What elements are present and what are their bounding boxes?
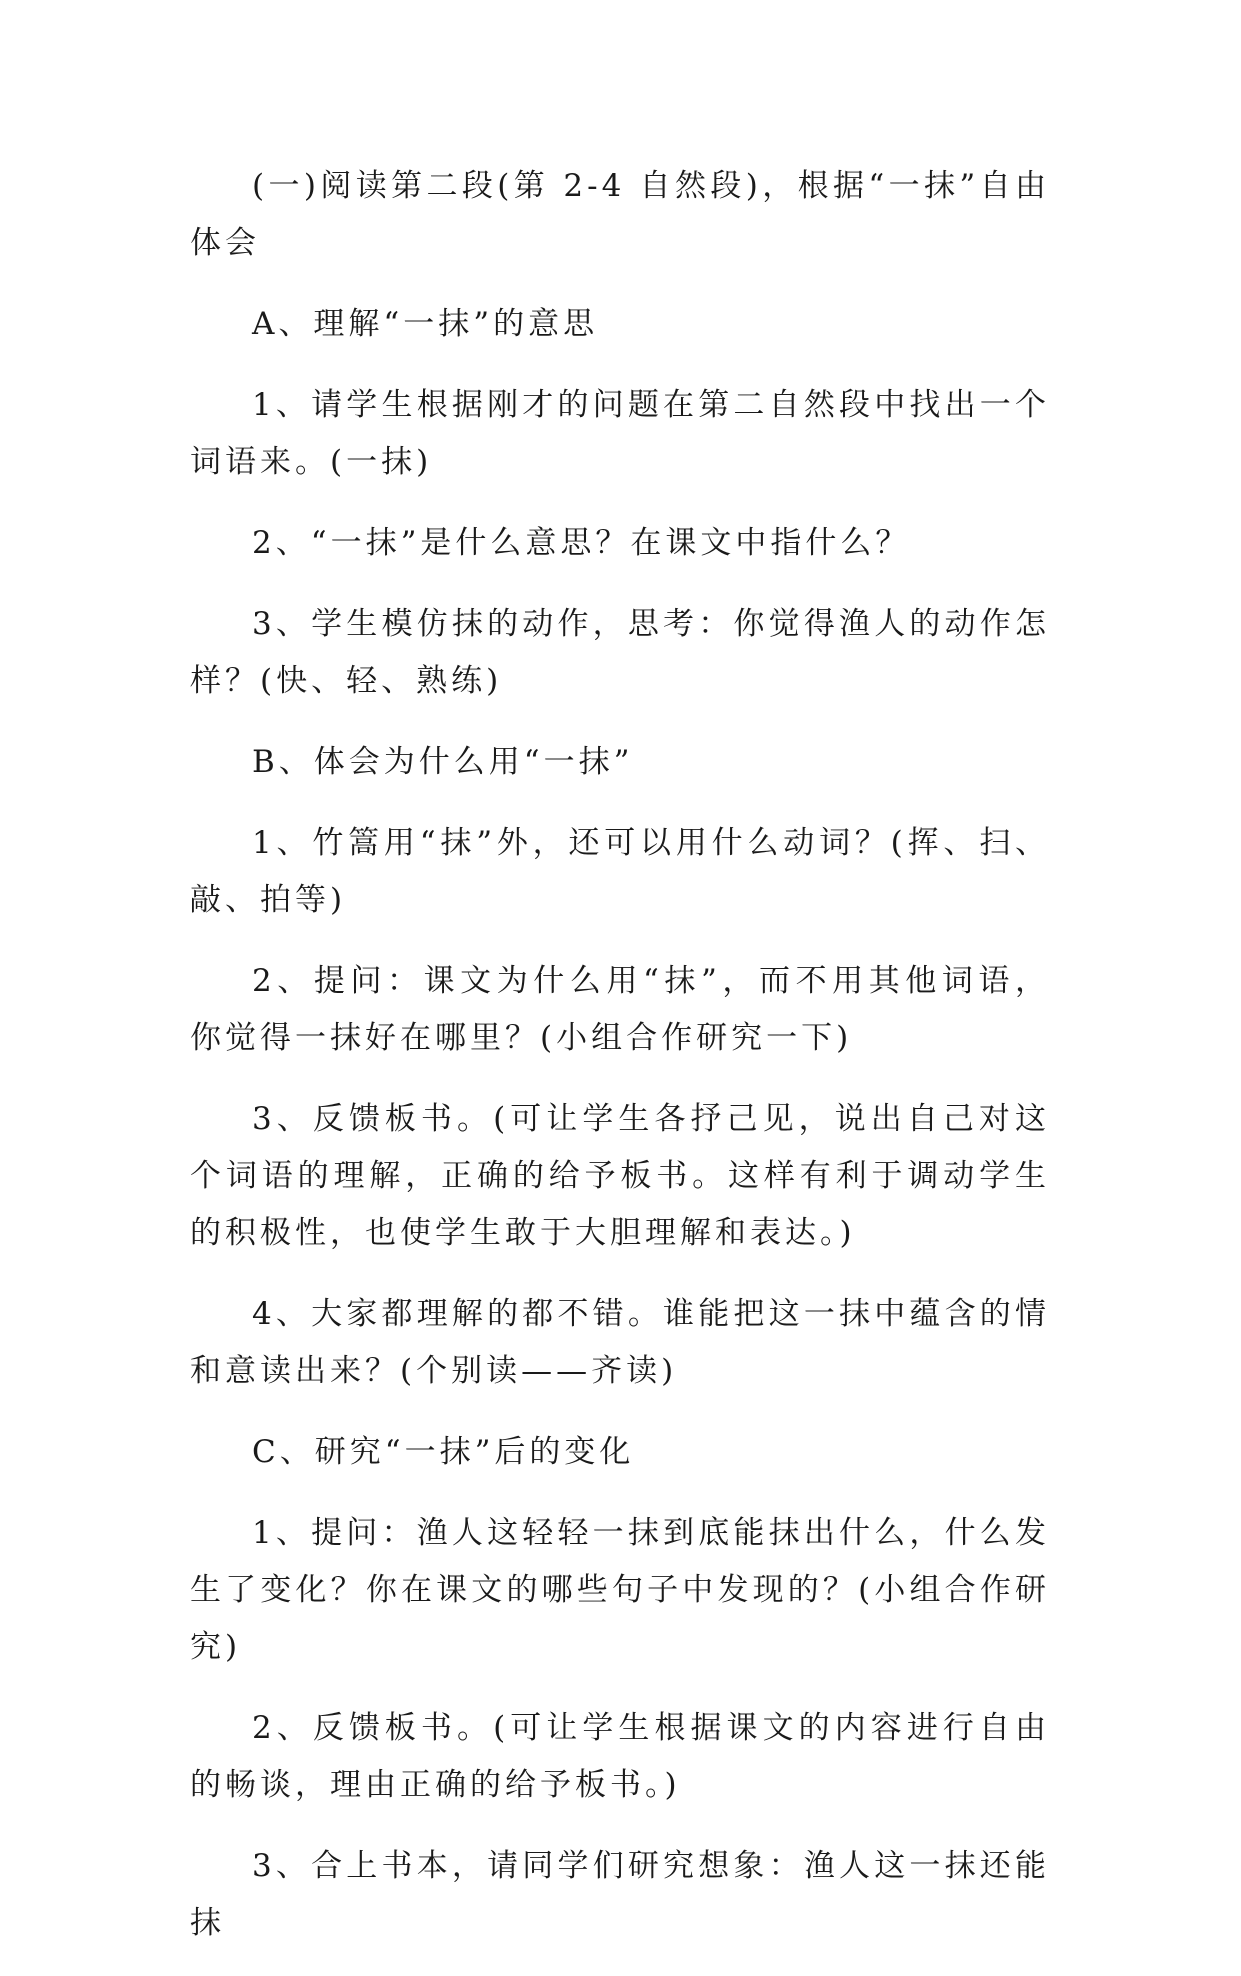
paragraph: 3、反馈板书。(可让学生各抒己见，说出自己对这个词语的理解，正确的给予板书。这样有利于调动学生的积极性，也使学生敢于大胆理解和表达。) <box>190 1101 1050 1251</box>
paragraph: 3、合上书本，请同学们研究想象：渔人这一抹还能抹 <box>190 1848 1050 1941</box>
paragraph: 2、“一抹”是什么意思？在课文中指什么？ <box>252 525 911 561</box>
paragraph: 1、提问：渔人这轻轻一抹到底能抹出什么，什么发生了变化？你在课文的哪些句子中发现的？(小组合作研究) <box>190 1515 1050 1665</box>
document-page <box>190 158 1050 1976</box>
subsection-heading-a: A、理解“一抹”的意思 <box>252 306 599 342</box>
section-heading: (一)阅读第二段(第 2-4 自然段)，根据“一抹”自由体会 <box>190 168 1050 261</box>
paragraph: 2、反馈板书。(可让学生根据课文的内容进行自由的畅谈，理由正确的给予板书。) <box>190 1710 1050 1803</box>
paragraph: 1、竹篙用“抹”外，还可以用什么动词？(挥、扫、敲、拍等) <box>190 825 1050 918</box>
paragraph: 1、请学生根据刚才的问题在第二自然段中找出一个词语来。(一抹) <box>190 387 1050 480</box>
subsection-heading-b: B、体会为什么用“一抹” <box>252 744 634 780</box>
paragraph: 3、学生模仿抹的动作，思考：你觉得渔人的动作怎样？(快、轻、熟练) <box>190 606 1050 699</box>
paragraph: 2、提问：课文为什么用“抹”，而不用其他词语，你觉得一抹好在哪里？(小组合作研究一下) <box>190 963 1050 1056</box>
subsection-heading-c: C、研究“一抹”后的变化 <box>252 1434 635 1470</box>
paragraph: 4、大家都理解的都不错。谁能把这一抹中蕴含的情和意读出来？(个别读——齐读) <box>190 1296 1050 1389</box>
